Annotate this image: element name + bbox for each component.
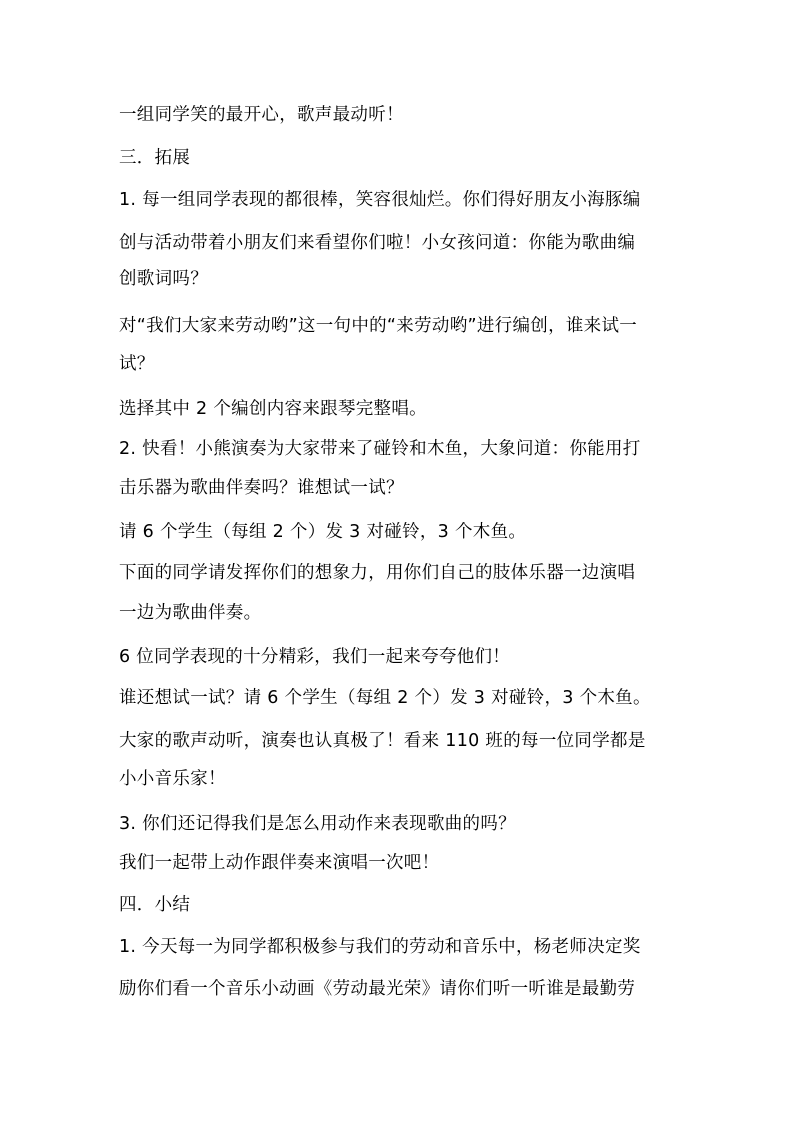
text-line: 一边为歌曲伴奏。 <box>119 603 262 623</box>
text-line: 对“我们大家来劳动哟”这一句中的“来劳动哟”进行编创，谁来试一 <box>119 316 638 336</box>
text-line: 谁还想试一试？请 6 个学生（每组 2 个）发 3 对碰铃，3 个木鱼。 <box>119 688 651 708</box>
text-line: 创歌词吗？ <box>119 269 208 289</box>
text-line: 2. 快看！小熊演奏为大家带来了碰铃和木鱼，大象问道：你能用打 <box>119 439 641 459</box>
text-line: 6 位同学表现的十分精彩，我们一起来夸夸他们！ <box>119 647 511 667</box>
text-line: 下面的同学请发挥你们的想象力，用你们自己的肢体乐器一边演唱 <box>119 563 636 583</box>
text-line: 请 6 个学生（每组 2 个）发 3 对碰铃，3 个木鱼。 <box>119 522 527 542</box>
text-line: 1. 每一组同学表现的都很棒，笑容很灿烂。你们得好朋友小海豚编 <box>119 190 641 210</box>
text-line: 选择其中 2 个编创内容来跟琴完整唱。 <box>119 399 427 419</box>
text-line: 1. 今天每一为同学都积极参与我们的劳动和音乐中，杨老师决定奖 <box>119 937 641 957</box>
text-line: 3. 你们还记得我们是怎么用动作来表现歌曲的吗？ <box>119 814 516 834</box>
text-line: 励你们看一个音乐小动画《劳动最光荣》请你们听一听谁是最勤劳 <box>119 979 636 999</box>
text-line: 击乐器为歌曲伴奏吗？谁想试一试？ <box>119 478 404 498</box>
text-line: 小小音乐家！ <box>119 769 226 789</box>
text-line: 我们一起带上动作跟伴奏来演唱一次吧！ <box>119 853 440 873</box>
text-line: 大家的歌声动听，演奏也认真极了！看来 110 班的每一位同学都是 <box>119 731 646 751</box>
text-line: 试？ <box>119 354 155 374</box>
section-heading: 四．小结 <box>119 895 191 915</box>
section-heading: 三．拓展 <box>119 148 191 168</box>
text-line: 创与活动带着小朋友们来看望你们啦！小女孩问道：你能为歌曲编 <box>119 233 636 253</box>
text-line: 一组同学笑的最开心，歌声最动听！ <box>119 105 404 125</box>
